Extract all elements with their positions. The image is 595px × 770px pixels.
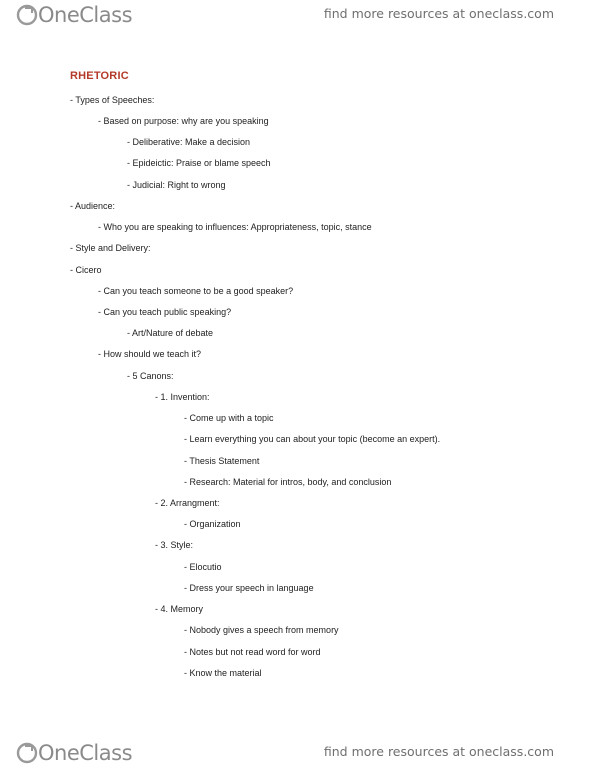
outline-line: - Learn everything you can about your topic (become an expert).	[184, 434, 441, 444]
outline-line: - Cicero	[70, 265, 102, 275]
outline-line: - Based on purpose: why are you speaking	[98, 116, 269, 126]
outline-line: - Types of Speeches:	[70, 95, 155, 105]
outline-line: - Audience:	[70, 201, 116, 211]
outline-line: - Come up with a topic	[184, 413, 274, 423]
outline-line: - Who you are speaking to influences: Appropriateness, topic, stance	[98, 222, 372, 232]
outline-line: - 3. Style:	[155, 540, 194, 550]
outline-line: - 4. Memory	[155, 604, 204, 614]
outline-line: - Style and Delivery:	[70, 243, 151, 253]
footer-bar	[0, 738, 595, 768]
outline-line: - Thesis Statement	[184, 456, 260, 466]
outline-line: - Epideictic: Praise or blame speech	[127, 158, 271, 168]
outline-line: - 1. Invention:	[155, 392, 210, 402]
promo-link[interactable]: find more resources at oneclass.com	[323, 6, 554, 21]
logo-text: OneClass	[38, 3, 133, 27]
promo-link[interactable]: find more resources at oneclass.com	[323, 744, 554, 759]
outline-line: - Organization	[184, 519, 241, 529]
outline-line: - Judicial: Right to wrong	[127, 180, 226, 190]
oneclass-logo[interactable]	[16, 740, 132, 766]
document-title: RHETORIC	[70, 70, 129, 82]
outline-line: - Can you teach someone to be a good speaker?	[98, 286, 294, 296]
outline-line: - How should we teach it?	[98, 349, 202, 359]
outline-line: - Art/Nature of debate	[127, 328, 214, 338]
outline-line: - Can you teach public speaking?	[98, 307, 232, 317]
outline-line: - Know the material	[184, 668, 262, 678]
logo-text: OneClass	[38, 741, 133, 765]
outline-line: - Nobody gives a speech from memory	[184, 625, 339, 635]
outline-line: - Deliberative: Make a decision	[127, 137, 251, 147]
outline-line: - Elocutio	[184, 562, 222, 572]
outline-line: - 2. Arrangment:	[155, 498, 220, 508]
outline-line: - Notes but not read word for word	[184, 647, 321, 657]
outline-line: - Dress your speech in language	[184, 583, 314, 593]
oneclass-logo-icon	[16, 741, 42, 765]
outline-line: - Research: Material for intros, body, and conclusion	[184, 477, 392, 487]
outline-line: - 5 Canons:	[127, 371, 174, 381]
